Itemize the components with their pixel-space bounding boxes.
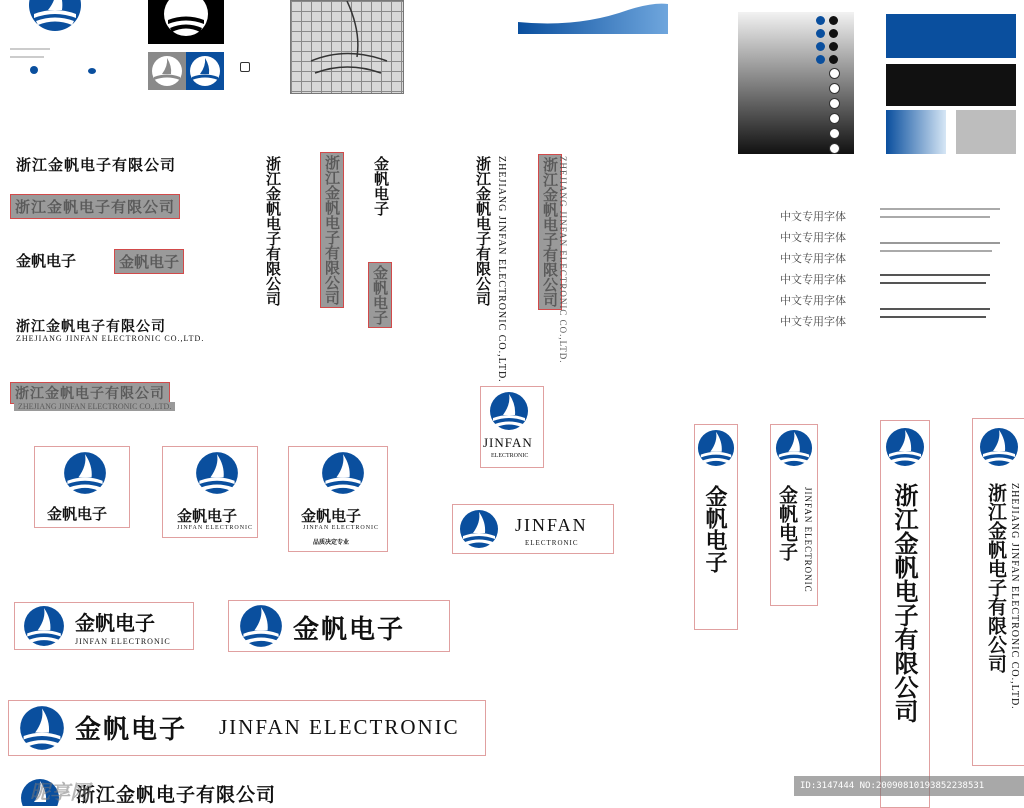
lockup-en-text: JINFAN ELECTRONIC xyxy=(177,525,254,531)
lockup-cn-text: 金帆电子 xyxy=(177,507,238,525)
font-row: 中文专用字体 xyxy=(780,252,846,265)
fonts-panel xyxy=(738,204,858,334)
vertical-company-cn-2: 浙江金帆电子有限公司 xyxy=(474,156,492,306)
swatch-blue-gradient xyxy=(886,110,946,154)
lockup-name-en: JINFAN xyxy=(483,435,533,450)
registered-mark xyxy=(240,62,250,72)
swatch-black xyxy=(886,64,1016,106)
lockup-horizontal-cn-en xyxy=(14,602,194,650)
swatch-brand-blue xyxy=(886,14,1016,58)
lockup-cn-2 xyxy=(162,446,258,538)
logo-blue-block xyxy=(186,52,224,90)
lockup-cn-3 xyxy=(288,446,388,552)
logo-gray-block xyxy=(148,52,186,90)
font-row: 中文专用字体 xyxy=(780,231,846,244)
lockup-cn-text: 金帆电子 xyxy=(47,505,108,523)
watermark-left: 昵享网 xyxy=(30,780,90,804)
company-name-en-lockup: ZHEJIANG JINFAN ELECTRONIC CO.,LTD. xyxy=(16,334,205,343)
lockup-sub-en: ELECTRONIC xyxy=(491,453,529,459)
font-row: 中文专用字体 xyxy=(780,315,846,328)
short-name-cn-grid: 金帆电子 xyxy=(114,249,184,274)
grayscale-logo-column xyxy=(816,16,846,152)
lockup-horizontal-long xyxy=(8,700,486,756)
company-name-en-lockup-grid: ZHEJIANG JINFAN ELECTRONIC CO.,LTD. xyxy=(14,402,175,411)
company-name-cn-lockup-grid: 浙江金帆电子有限公司 xyxy=(10,382,170,404)
font-row: 中文专用字体 xyxy=(780,273,846,286)
mini-logo xyxy=(88,68,96,74)
vertical-lockup-text: 金帆电子 xyxy=(776,485,798,561)
vertical-lockup-full xyxy=(880,420,930,808)
mini-logo xyxy=(30,66,38,74)
font-row: 中文专用字体 xyxy=(780,210,846,223)
vertical-company-cn-grid-2: 浙江金帆电子有限公司 xyxy=(538,154,562,310)
vertical-company-en: ZHEJIANG JINFAN ELECTRONIC CO.,LTD. xyxy=(496,156,507,383)
lockup-horizontal-cn xyxy=(228,600,450,652)
alphabet-samples xyxy=(880,208,1010,328)
font-row: 中文专用字体 xyxy=(780,294,846,307)
logo-top-left xyxy=(28,0,82,32)
lockup-cn-1 xyxy=(34,446,130,528)
swatch-gray xyxy=(956,110,1016,154)
vertical-company-cn-grid: 浙江金帆电子有限公司 xyxy=(320,152,344,308)
vertical-company-cn: 浙江金帆电子有限公司 xyxy=(264,156,282,306)
lockup-jinfan-stacked xyxy=(480,386,544,468)
vertical-short-cn: 金帆电子 xyxy=(372,156,390,216)
company-name-cn-lockup: 浙江金帆电子有限公司 xyxy=(16,319,166,335)
vertical-lockup-text: 浙江金帆电子有限公司 xyxy=(985,483,1007,673)
grayscale-panel xyxy=(738,12,854,154)
company-name-cn: 浙江金帆电子有限公司 xyxy=(16,156,177,174)
vertical-lockup-text: 金帆电子 xyxy=(702,485,728,573)
vertical-lockup-text: 浙江金帆电子有限公司 xyxy=(890,483,919,723)
logo-black-block xyxy=(148,0,224,44)
watermark-id: ID:3147444 NO:20090810193852238531 xyxy=(794,776,1024,796)
lockup-sub-en: ELECTRONIC xyxy=(525,539,579,547)
vertical-lockup-en: ZHEJIANG JINFAN ELECTRONIC CO.,LTD. xyxy=(1009,483,1020,710)
tiny-caption xyxy=(10,56,44,58)
lockup-cn-text: 金帆电子 xyxy=(301,507,362,525)
lockup-en-text: JINFAN ELECTRONIC xyxy=(219,715,460,739)
company-name-cn-grid: 浙江金帆电子有限公司 xyxy=(10,194,180,219)
lockup-slogan: 品质决定专业 xyxy=(313,539,350,546)
logo-grid-construction xyxy=(290,0,404,94)
vertical-lockup-full-en xyxy=(972,418,1024,766)
lockup-name-en: JINFAN xyxy=(515,515,588,535)
tiny-caption xyxy=(10,48,50,50)
lockup-en-text: JINFAN ELECTRONIC xyxy=(75,637,171,646)
wave-swoosh xyxy=(518,2,668,34)
lockup-company-text: 浙江金帆电子有限公司 xyxy=(76,784,277,806)
lockup-horizontal-jinfan xyxy=(452,504,614,554)
vertical-company-en-grid: ZHEJIANG JINFAN ELECTRONIC CO.,LTD. xyxy=(558,156,568,364)
lockup-cn-text: 金帆电子 xyxy=(293,615,406,645)
vertical-lockup-short xyxy=(694,424,738,630)
short-name-cn: 金帆电子 xyxy=(16,252,77,270)
vertical-lockup-en: JINFAN ELECTRONIC xyxy=(803,487,813,593)
lockup-cn-text: 金帆电子 xyxy=(75,611,155,635)
vertical-short-cn-grid: 金帆电子 xyxy=(368,262,392,328)
vertical-lockup-short-en xyxy=(770,424,818,606)
lockup-cn-text: 金帆电子 xyxy=(75,715,188,745)
lockup-en-text: JINFAN ELECTRONIC xyxy=(303,525,380,531)
